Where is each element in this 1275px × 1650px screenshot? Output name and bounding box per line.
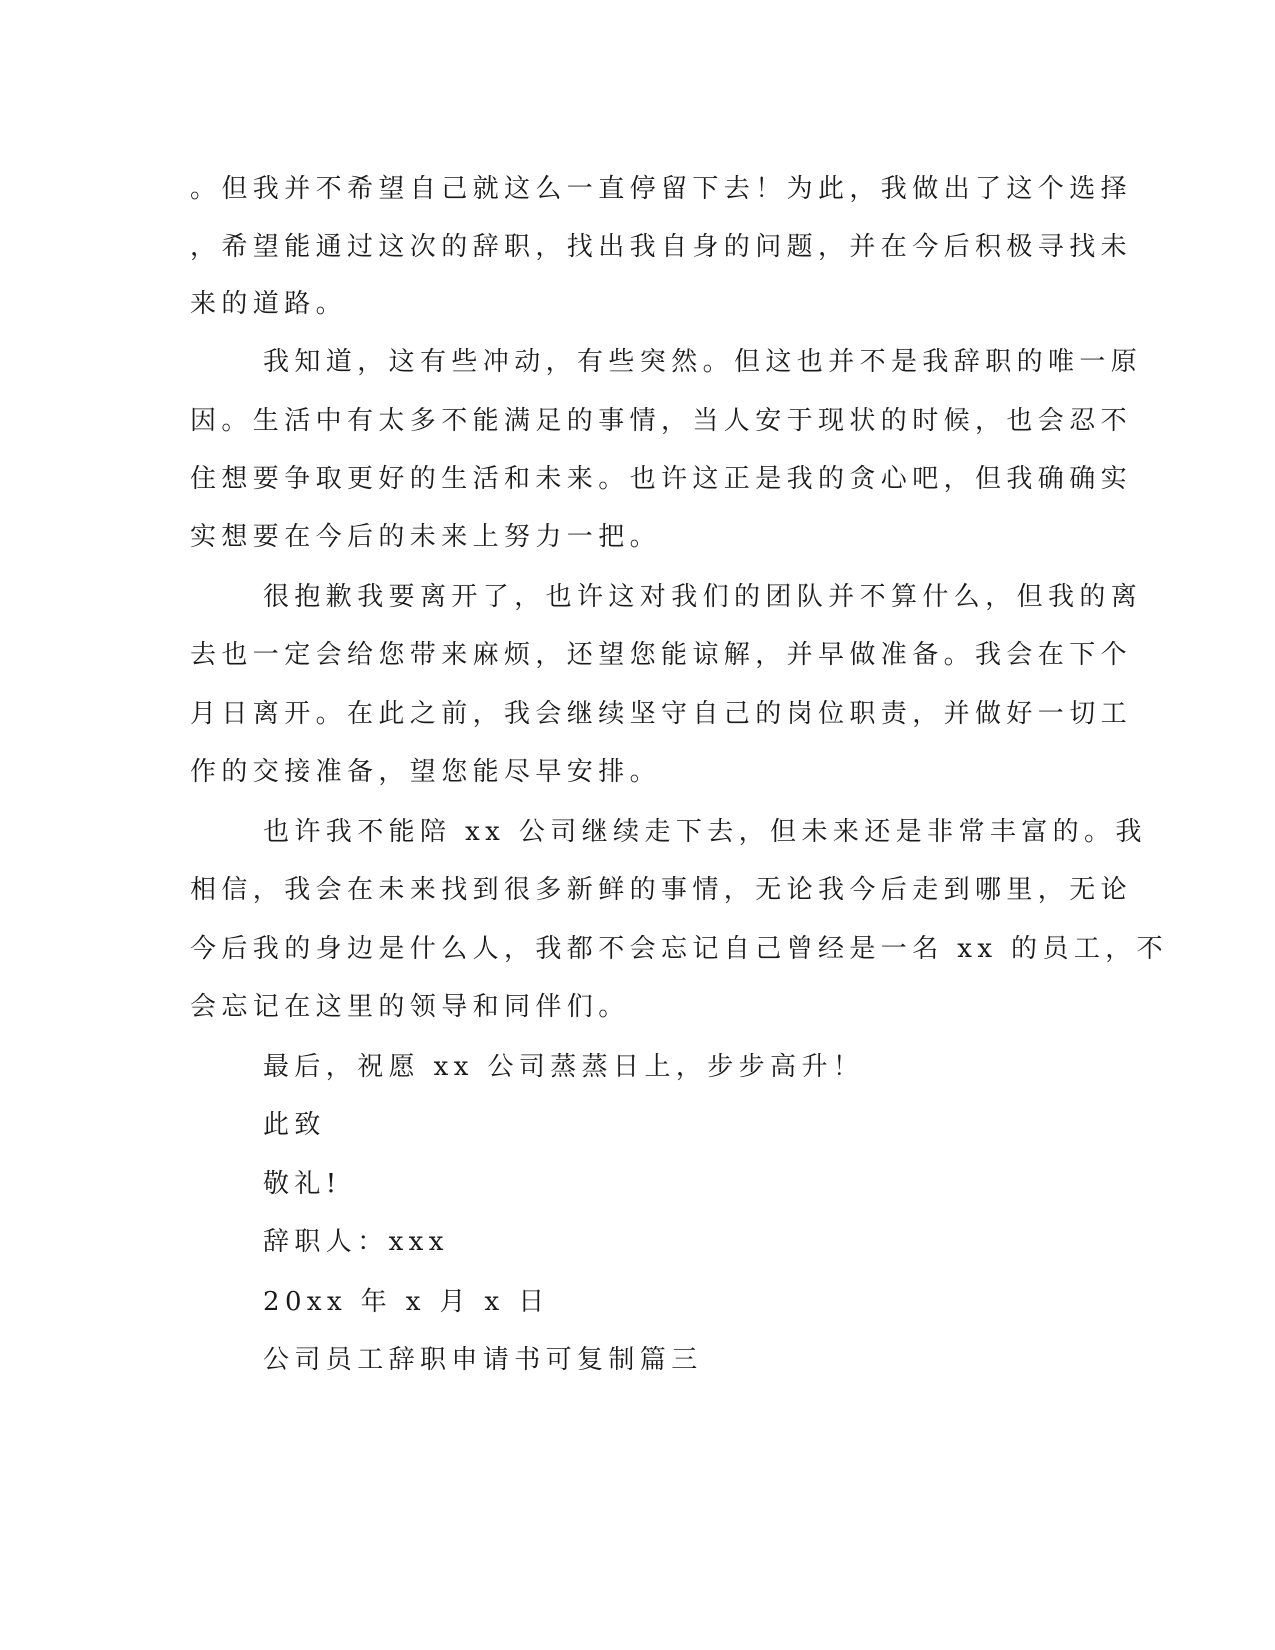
section-heading: 公司员工辞职申请书可复制篇三 (263, 1345, 703, 1375)
paragraph-line: 也许我不能陪 xx 公司继续走下去，但未来还是非常丰富的。我 (263, 817, 1147, 847)
paragraph-line: 实想要在今后的未来上努力一把。 (190, 522, 662, 552)
signatory: 辞职人：xxx (263, 1227, 449, 1257)
paragraph-line: 相信，我会在未来找到很多新鲜的事情，无论我今后走到哪里，无论 (190, 875, 1133, 905)
paragraph-line: 。但我并不希望自己就这么一直停留下去！为此，我做出了这个选择 (190, 174, 1133, 204)
closing-wish: 最后，祝愿 xx 公司蒸蒸日上，步步高升！ (263, 1052, 865, 1082)
paragraph-line: 来的道路。 (190, 289, 348, 319)
salutation-regards: 敬礼! (263, 1169, 342, 1199)
paragraph-line: 去也一定会给您带来麻烦，还望您能谅解，并早做准备。我会在下个 (190, 640, 1133, 670)
paragraph-line: 作的交接准备，望您能尽早安排。 (190, 757, 662, 787)
paragraph-line: 月日离开。在此之前，我会继续坚守自己的岗位职责，并做好一切工 (190, 699, 1133, 729)
date-line: 20xx 年 x 月 x 日 (263, 1287, 550, 1317)
paragraph-line: 因。生活中有太多不能满足的事情，当人安于现状的时候，也会忍不 (190, 406, 1133, 436)
paragraph-line: ，希望能通过这次的辞职，找出我自身的问题，并在今后积极寻找未 (190, 232, 1133, 262)
paragraph-line: 今后我的身边是什么人，我都不会忘记自己曾经是一名 xx 的员工，不 (190, 934, 1169, 964)
paragraph-line: 会忘记在这里的领导和同伴们。 (190, 992, 630, 1022)
paragraph-line: 我知道，这有些冲动，有些突然。但这也并不是我辞职的唯一原 (263, 347, 1143, 377)
paragraph-line: 住想要争取更好的生活和未来。也许这正是我的贪心吧，但我确确实 (190, 464, 1133, 494)
salutation: 此致 (263, 1110, 326, 1140)
paragraph-line: 很抱歉我要离开了，也许这对我们的团队并不算什么，但我的离 (263, 582, 1143, 612)
